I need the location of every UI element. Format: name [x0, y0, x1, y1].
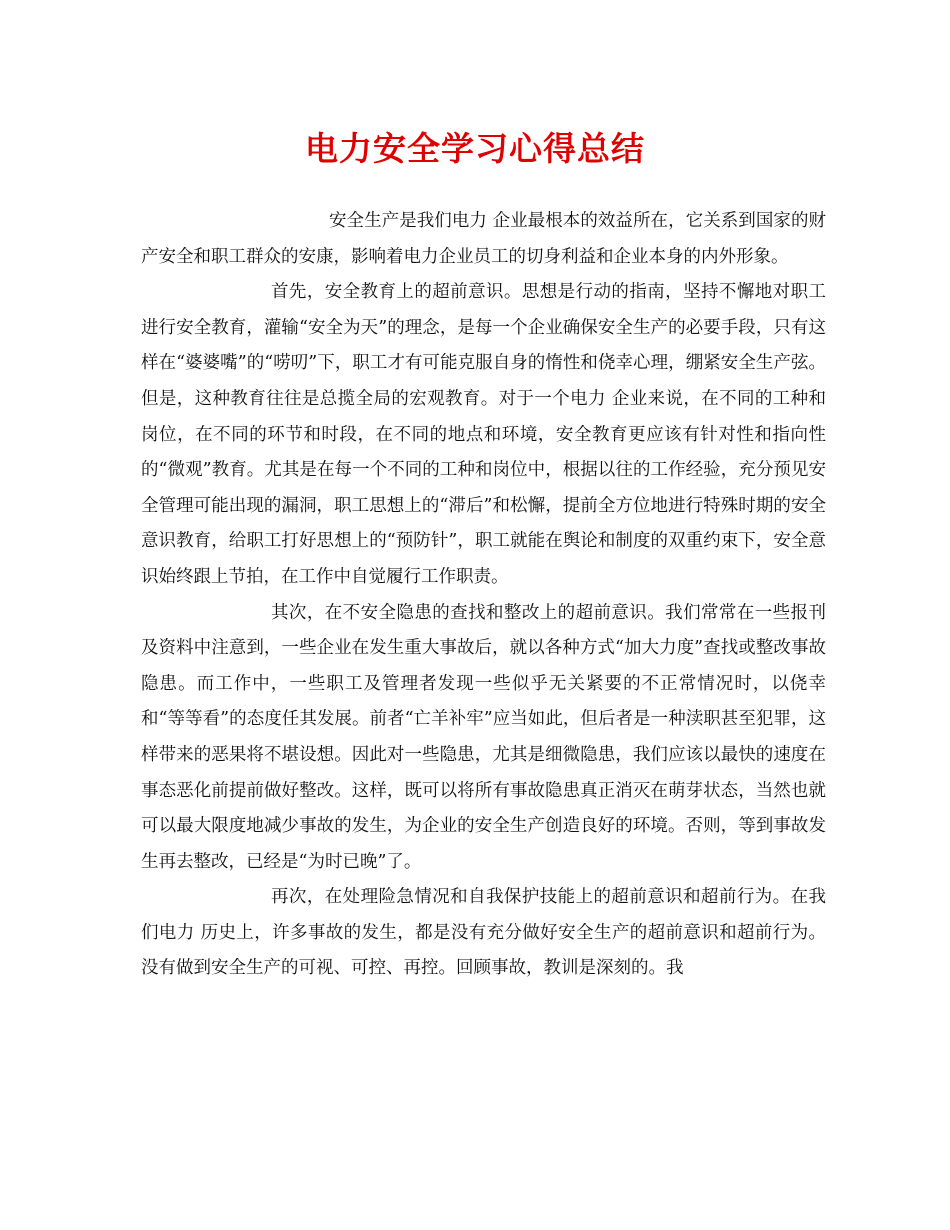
paragraph-intro: 安全生产是我们电力 企业最根本的效益所在，它关系到国家的财产安全和职工群众的安康，影响着电力企业员工的切身利益和企业本身的内外形象。 — [141, 211, 826, 267]
paragraph-second-point: 其次，在不安全隐患的查找和整改上的超前意识。我们常常在一些报刊及资料中注意到，一些企业在发生重大事故后，就以各种方式“加大力度”查找或整改事故隐患。而工作中，一些职工及管理者发现一些似乎无关紧要的不正常情况时，以侥幸和“等等看”的态度任其发展。前者“亡羊补牢”应当如此，但后者是一种渎职甚至犯罪，这样带来的恶果将不堪设想。因此对一些隐患，尤其是细微隐患，我们应该以最快的速度在事态恶化前提前做好整改。这样，既可以将所有事故隐患真正消灭在萌芽状态，当然也就可以最大限度地减少事故的发生，为企业的安全生产创造良好的环境。否则，等到事故发生再去整改，已经是“为时已晚”了。 — [141, 602, 826, 872]
paragraph-first-point: 首先，安全教育上的超前意识。思想是行动的指南，坚持不懈地对职工进行安全教育，灌输“安全为天”的理念，是每一个企业确保安全生产的必要手段，只有这样在“婆婆嘴”的“唠叨”下，职工才有可能克服自身的惰性和侥幸心理，绷紧安全生产弦。但是，这种教育往往是总揽全局的宏观教育。对于一个电力 企业来说，在不同的工种和岗位，在不同的环节和时段，在不同的地点和环境，安全教育更应该有针对性和指向性的“微观”教育。尤其是在每一个不同的工种和岗位中，根据以往的工作经验，充分预见安全管理可能出现的漏洞，职工思想上的“滞后”和松懈，提前全方位地进行特殊时期的安全意识教育，给职工打好思想上的“预防针”，职工就能在舆论和制度的双重约束下，安全意识始终跟上节拍，在工作中自觉履行工作职责。 — [141, 282, 826, 587]
document-body — [141, 204, 826, 987]
paragraph-third-point: 再次，在处理险急情况和自我保护技能上的超前意识和超前行为。在我们电力 历史上，许多事故的发生，都是没有充分做好安全生产的超前意识和超前行为。没有做到安全生产的可视、可控、再控。回顾事故，教训是深刻的。我 — [141, 887, 826, 979]
document-title: 电力安全学习心得总结 — [305, 129, 645, 168]
